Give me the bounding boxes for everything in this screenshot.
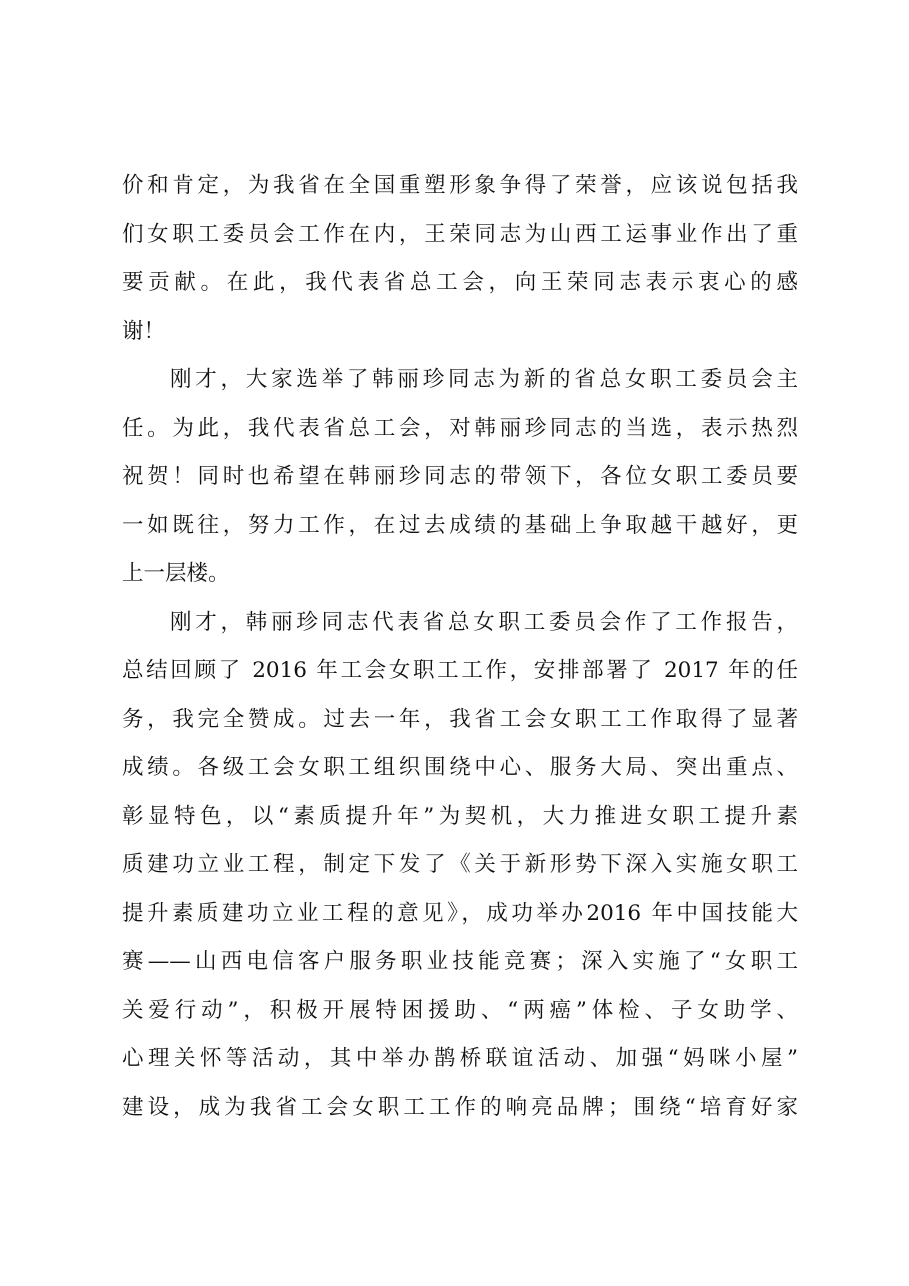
text-line: 成绩。各级工会女职工组织围绕中心、服务大局、突出重点、: [122, 755, 798, 780]
text-line: 价和肯定，为我省在全国重塑形象争得了荣誉，应该说包括我: [122, 173, 798, 198]
text-line: 提升素质建功立业工程的意见》，成功举办2016 年中国技能大: [122, 900, 798, 926]
text-line: 们女职工委员会工作在内，王荣同志为山西工运事业作出了重: [122, 221, 798, 247]
text-line: 要贡献。在此，我代表省总工会，向王荣同志表示衷心的感: [122, 270, 798, 295]
text-line: 心理关怀等活动，其中举办鹊桥联谊活动、加强“妈咪小屋”: [122, 1046, 798, 1071]
document-body: [122, 162, 798, 1132]
text-line: 关爱行动”，积极开展特困援助、“两癌”体检、子女助学、: [122, 997, 798, 1023]
text-line: 总结回顾了 2016 年工会女职工工作，安排部署了 2017 年的任: [122, 658, 798, 683]
paragraph-start-line: 刚才，韩丽珍同志代表省总女职工委员会作了工作报告，: [170, 609, 798, 635]
text-line: 建设，成为我省工会女职工工作的响亮品牌；围绕“培育好家: [122, 1094, 798, 1120]
paragraph-start-line: 刚才，大家选举了韩丽珍同志为新的省总女职工委员会主: [170, 367, 798, 392]
text-line: 赛——山西电信客户服务职业技能竞赛；深入实施了“女职工: [122, 949, 798, 974]
text-line: 任。为此，我代表省总工会，对韩丽珍同志的当选，表示热烈: [122, 415, 798, 441]
text-line: 一如既往，努力工作，在过去成绩的基础上争取越干越好，更: [122, 512, 798, 538]
text-line: 谢！: [122, 318, 166, 344]
text-line: 彰显特色，以“素质提升年”为契机，大力推进女职工提升素: [122, 803, 798, 829]
text-line: 质建功立业工程，制定下发了《关于新形势下深入实施女职工: [122, 852, 798, 877]
text-line: 祝贺！同时也希望在韩丽珍同志的带领下，各位女职工委员要: [122, 464, 798, 489]
text-line: 务，我完全赞成。过去一年，我省工会女职工工作取得了显著: [122, 706, 798, 732]
text-line: 上一层楼。: [122, 561, 230, 586]
